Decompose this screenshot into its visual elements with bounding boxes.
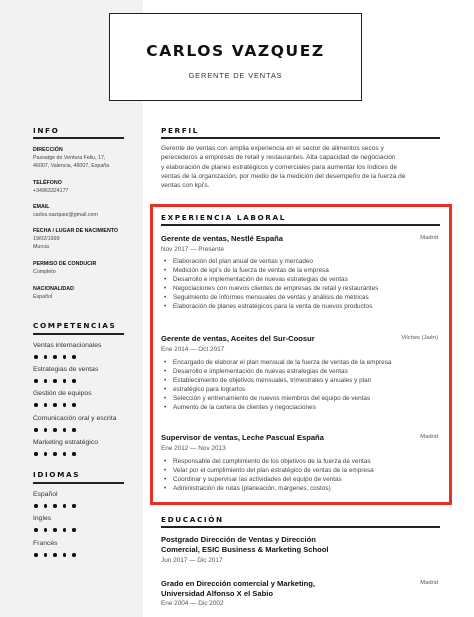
level-dot [63,355,67,359]
perfil-divider [161,137,440,139]
education-title-line: Universidad Alfonso X el Sabio [161,589,273,598]
info-value-email: carlos.vazquez@gmail.com [33,212,98,218]
info-value-nationality: Español [33,294,53,300]
job-location: Madrid [420,434,438,440]
info-value-birth-date: 19/02/1999 [33,236,60,242]
job-bullet: • Encargado de elaborar el plan mensual de la fuerza de ventas de la empresa [164,358,444,367]
skill-label: Marketing estratégico [33,439,98,446]
level-dot [34,528,38,532]
level-dot [34,553,38,557]
job-title: Supervisor de ventas, Leche Pascual España [161,433,324,442]
info-title: INFO [33,126,60,135]
job-bullet: • Administración de rutas (planeación, márgenes, costos) [164,484,444,493]
job-bullet-continuation-text: estratégico para lograrlos [173,386,246,394]
education-title-line: Postgrado Dirección de Ventas y Dirección [161,535,316,544]
job-title: Gerente de ventas, Nestlé España [161,234,283,243]
educacion-title: EDUCACIÓN [161,515,224,524]
level-dot [63,504,67,508]
level-dot [44,528,48,532]
experiencia-highlight-frame [150,204,452,505]
level-dot [72,355,76,359]
perfil-line: Gerente de ventas con amplia experiencia en el sector de alimentos secos y [161,145,384,152]
level-dot [34,379,38,383]
job-bullet: • Elaboración del plan anual de ventas y mercadeo [164,257,444,266]
full-name: CARLOS VAZQUEZ [146,42,325,60]
level-dot [72,528,76,532]
job-bullet: • Negociaciones con nuevos clientes de empresas de retail y restaurantes [164,284,444,293]
idiomas-divider [33,482,124,484]
experiencia-title: EXPERIENCIA LABORAL [161,213,287,222]
idiomas-title: IDIOMAS [33,470,81,479]
perfil-line: y elaboración de planes estratégicos y comerciales para aumentar los índices de [161,163,398,171]
skill-level-dots [34,355,124,359]
info-value-address-1: Passatge de Ventura Feliu, 17, [33,155,106,161]
level-dot [34,428,38,432]
perfil-summary [161,144,441,190]
info-label-email: EMAIL [33,204,50,210]
perfil-line: perecederos a empresas de retail y restaurantes. Alta capacidad de negociación [161,154,396,162]
language-level-dots [34,504,124,508]
job-bullet: • Elaboración de planes estratégicos para la venta de nuevos productos [164,302,444,311]
education-title-line: Comercial, ESIC Business & Marketing School [161,545,329,554]
job-location: Madrid [420,235,438,241]
job-bullet: • Medición de kpi's de la fuerza de ventas de la empresa [164,266,444,275]
job-bullet: • Velar por el cumplimiento del plan estratégico de ventas de la empresa [164,466,444,475]
skill-label: Comunicación oral y escrita [33,415,117,422]
language-label: Español [33,491,58,498]
education-title-line: Grado en Dirección comercial y Marketing, [161,579,316,588]
language-level-dots [34,528,124,532]
level-dot [72,379,76,383]
education-location: Madrid [420,580,438,586]
level-dot [63,428,67,432]
job-location: Vilches (Jaén) [401,335,438,341]
job-bullet: • Coordinar y supervisar las actividades del equipo de ventas [164,475,444,484]
info-divider [33,137,124,139]
education-date: Ene 2004 — Dic 2002 [161,600,224,607]
job-bullet: • Establecimiento de objetivos mensuales, trimestrales y anuales y plan [164,376,444,385]
language-label: Francés [33,540,58,547]
level-dot [63,452,67,456]
info-value-birth-place: Murcia [33,244,49,250]
skill-level-dots [34,452,124,456]
education-date: Jun 2017 — Dic 2017 [161,557,223,564]
perfil-line: ventas con kpi's. [161,182,210,190]
perfil-title: PERFIL [161,126,199,135]
level-dot [53,379,57,383]
level-dot [34,403,38,407]
skill-label: Ventas internacionales [33,342,102,349]
level-dot [63,403,67,407]
level-dot [72,428,76,432]
level-dot [44,379,48,383]
level-dot [72,452,76,456]
job-bullet: • Selección y entrenamiento de nuevos miembros del equipo de ventas [164,394,444,403]
level-dot [63,528,67,532]
level-dot [72,403,76,407]
level-dot [44,355,48,359]
level-dot [44,428,48,432]
info-value-address-2: 46007, Valencia, 46007, España [33,163,110,169]
info-label-birth: FECHA / LUGAR DE NACIMIENTO [33,228,119,234]
competencias-divider [33,333,124,335]
level-dot [63,553,67,557]
job-bullet: • Desarrollo e implementación de nuevas estrategias de ventas [164,275,444,284]
language-label: Ingles [33,515,52,522]
job-title: Gerente de ventas, Aceites del Sur-Coosur [161,334,315,343]
level-dot [44,452,48,456]
name-header-box [109,13,362,101]
level-dot [34,355,38,359]
job-bullet: • Responsable del cumplimiento de los objetivos de la fuerza de ventas [164,457,444,466]
skill-label: Estrategias de ventas [33,366,99,373]
level-dot [34,452,38,456]
level-dot [44,553,48,557]
job-date: Ene 2014 — Oct 2017 [161,346,225,353]
info-label-license: PERMISO DE CONDUCIR [33,261,97,267]
info-label-address: DIRECCIÓN [33,147,63,153]
level-dot [44,403,48,407]
skill-level-dots [34,379,124,383]
level-dot [53,428,57,432]
level-dot [44,504,48,508]
job-date: Nov 2017 — Presente [161,246,224,253]
level-dot [63,379,67,383]
level-dot [53,403,57,407]
educacion-divider [161,526,440,528]
skill-label: Gestión de equipos [33,390,92,397]
info-label-nationality: NACIONALIDAD [33,286,74,292]
skill-level-dots [34,403,124,407]
job-bullet: • Seguimiento de informes mensuales de ventas y análisis de métricas [164,293,444,302]
job-bullet: • Desarrollo e implementación de nuevas estrategias de ventas [164,367,444,376]
language-level-dots [34,553,124,557]
job-bullet: • Aumento de la cartera de clientes y negociaciones [164,403,444,412]
info-value-license: Completo [33,269,56,275]
level-dot [53,452,57,456]
info-label-phone: TELÉFONO [33,180,62,186]
level-dot [53,553,57,557]
level-dot [72,553,76,557]
perfil-line: ventas de la organización, por medio de la medición del desempeño de la fuerza de [161,172,406,180]
level-dot [53,528,57,532]
level-dot [72,504,76,508]
skill-level-dots [34,428,124,432]
info-value-phone: +34963324177 [33,188,69,194]
job-date: Ene 2012 — Nov 2013 [161,445,226,452]
job-role: GERENTE DE VENTAS [188,71,283,80]
level-dot [53,355,57,359]
level-dot [53,504,57,508]
level-dot [34,504,38,508]
competencias-title: COMPETENCIAS [33,321,117,330]
